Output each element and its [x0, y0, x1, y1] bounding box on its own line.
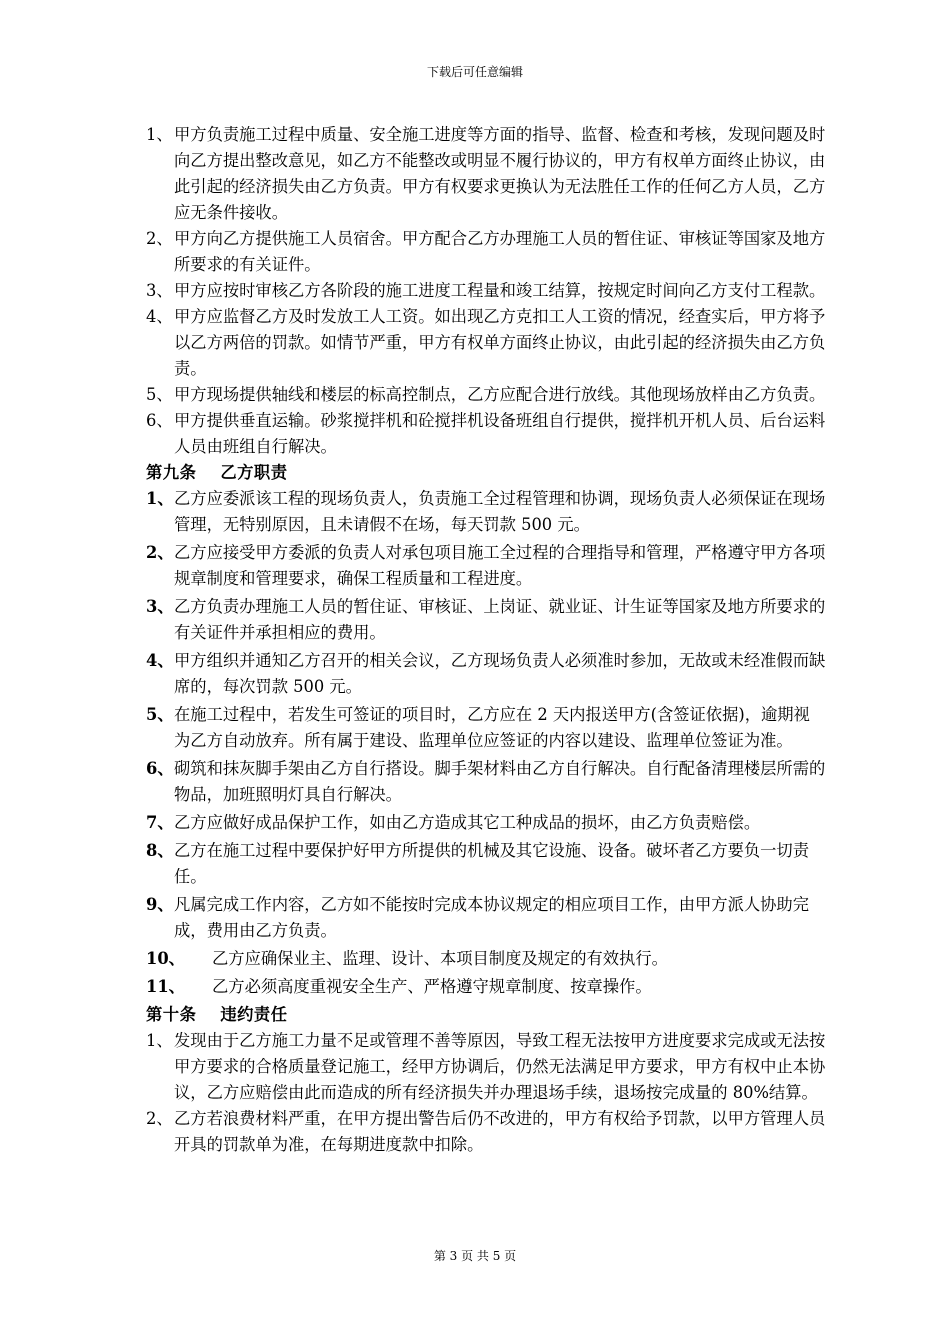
list-item: [146, 892, 826, 944]
item-text: 甲方向乙方提供施工人员宿舍。甲方配合乙方办理施工人员的暂住证、审核证等国家及地方所要求的有关证件。: [174, 229, 826, 274]
section-article-10: [146, 1002, 826, 1158]
section-heading: [146, 1002, 826, 1028]
item-number: 11、: [146, 977, 185, 996]
item-text: 乙方应确保业主、监理、设计、本项目制度及规定的有效执行。: [212, 949, 668, 968]
item-text: 在施工过程中，若发生可签证的项目时，乙方应在 2 天内报送甲方(含签证依据)，逾期视为乙方自动放弃。所有属于建设、监理单位应签证的内容以建设、监理单位签证为准。: [174, 705, 810, 750]
list-item: [146, 1106, 826, 1158]
heading-number: 第九条: [146, 463, 197, 482]
item-number: 1、: [146, 125, 173, 144]
list-item: [146, 122, 826, 226]
item-number: 6、: [146, 411, 173, 430]
item-number: 10、: [146, 949, 185, 968]
item-text: 乙方应委派该工程的现场负责人，负责施工全过程管理和协调，现场负责人必须保证在现场管理，无特别原因，且未请假不在场，每天罚款 500 元。: [174, 489, 826, 534]
page-header: 下载后可任意编辑: [426, 65, 523, 79]
item-number: 2、: [146, 543, 174, 562]
section-article-9: [146, 460, 826, 1000]
item-number: 5、: [146, 705, 174, 724]
list-item: [146, 648, 826, 700]
item-number: 4、: [146, 307, 173, 326]
list-item: [146, 594, 826, 646]
item-number: 4、: [146, 651, 174, 670]
item-number: 1、: [146, 489, 174, 508]
item-number: 8、: [146, 841, 174, 860]
list-item: [146, 540, 826, 592]
list-item: [146, 304, 826, 382]
list-item: [146, 810, 826, 836]
item-text: 甲方应按时审核乙方各阶段的施工进度工程量和竣工结算，按规定时间向乙方支付工程款。: [174, 281, 826, 300]
section-party-a-duties: [146, 122, 826, 460]
item-text: 乙方必须高度重视安全生产、严格遵守规章制度、按章操作。: [212, 977, 652, 996]
item-text: 乙方应做好成品保护工作，如由乙方造成其它工种成品的损坏，由乙方负责赔偿。: [174, 813, 761, 832]
document-body: [146, 122, 826, 1158]
list-item: [146, 702, 826, 754]
list-item: [146, 946, 826, 972]
item-text: 甲方提供垂直运输。砂浆搅拌机和砼搅拌机设备班组自行提供，搅拌机开机人员、后台运料人员由班组自行解决。: [174, 411, 826, 456]
item-number: 7、: [146, 813, 174, 832]
item-number: 2、: [146, 229, 173, 248]
list-item: [146, 226, 826, 278]
item-text: 砌筑和抹灰脚手架由乙方自行搭设。脚手架材料由乙方自行解决。自行配备清理楼层所需的物品，加班照明灯具自行解决。: [174, 759, 826, 804]
item-text: 甲方组织并通知乙方召开的相关会议，乙方现场负责人必须准时参加，无故或未经准假而缺席的，每次罚款 500 元。: [174, 651, 826, 696]
heading-number: 第十条: [146, 1005, 197, 1024]
item-text: 甲方应监督乙方及时发放工人工资。如出现乙方克扣工人工资的情况，经查实后，甲方将予以乙方两倍的罚款。如情节严重，甲方有权单方面终止协议，由此引起的经济损失由乙方负责。: [174, 307, 826, 378]
item-number: 3、: [146, 597, 174, 616]
item-text: 乙方负责办理施工人员的暂住证、审核证、上岗证、就业证、计生证等国家及地方所要求的有关证件并承担相应的费用。: [174, 597, 826, 642]
item-number: 9、: [146, 895, 174, 914]
item-number: 3、: [146, 281, 173, 300]
heading-title: 违约责任: [220, 1005, 288, 1024]
item-text: 甲方现场提供轴线和楼层的标高控制点，乙方应配合进行放线。其他现场放样由乙方负责。: [174, 385, 826, 404]
list-item: [146, 382, 826, 408]
item-text: 乙方应接受甲方委派的负责人对承包项目施工全过程的合理指导和管理，严格遵守甲方各项规章制度和管理要求，确保工程质量和工程进度。: [174, 543, 826, 588]
item-number: 6、: [146, 759, 174, 778]
item-number: 2、: [146, 1109, 173, 1128]
list-item: [146, 756, 826, 808]
list-item: [146, 838, 826, 890]
section-heading: [146, 460, 826, 486]
item-text: 甲方负责施工过程中质量、安全施工进度等方面的指导、监督、检查和考核，发现问题及时向乙方提出整改意见，如乙方不能整改或明显不履行协议的，甲方有权单方面终止协议，由此引起的经济损失由乙方负责。甲方有权要求更换认为无法胜任工作的任何乙方人员，乙方应无条件接收。: [174, 125, 826, 222]
item-number: 5、: [146, 385, 173, 404]
item-text: 乙方若浪费材料严重，在甲方提出警告后仍不改进的，甲方有权给予罚款，以甲方管理人员开具的罚款单为准，在每期进度款中扣除。: [174, 1109, 826, 1154]
list-item: [146, 278, 826, 304]
item-number: 1、: [146, 1031, 173, 1050]
heading-title: 乙方职责: [220, 463, 288, 482]
item-text: 发现由于乙方施工力量不足或管理不善等原因，导致工程无法按甲方进度要求完成或无法按甲方要求的合格质量登记施工，经甲方协调后，仍然无法满足甲方要求，甲方有权中止本协议，乙方应赔偿由此而造成的所有经济损失并办理退场手续，退场按完成量的 80%结算。: [174, 1031, 826, 1102]
item-text: 乙方在施工过程中要保护好甲方所提供的机械及其它设施、设备。破坏者乙方要负一切责任。: [174, 841, 809, 886]
item-text: 凡属完成工作内容，乙方如不能按时完成本协议规定的相应项目工作，由甲方派人协助完成，费用由乙方负责。: [174, 895, 809, 940]
list-item: [146, 974, 826, 1000]
page-footer: 第 3 页 共 5 页: [433, 1249, 517, 1263]
list-item: [146, 486, 826, 538]
list-item: [146, 1028, 826, 1106]
list-item: [146, 408, 826, 460]
